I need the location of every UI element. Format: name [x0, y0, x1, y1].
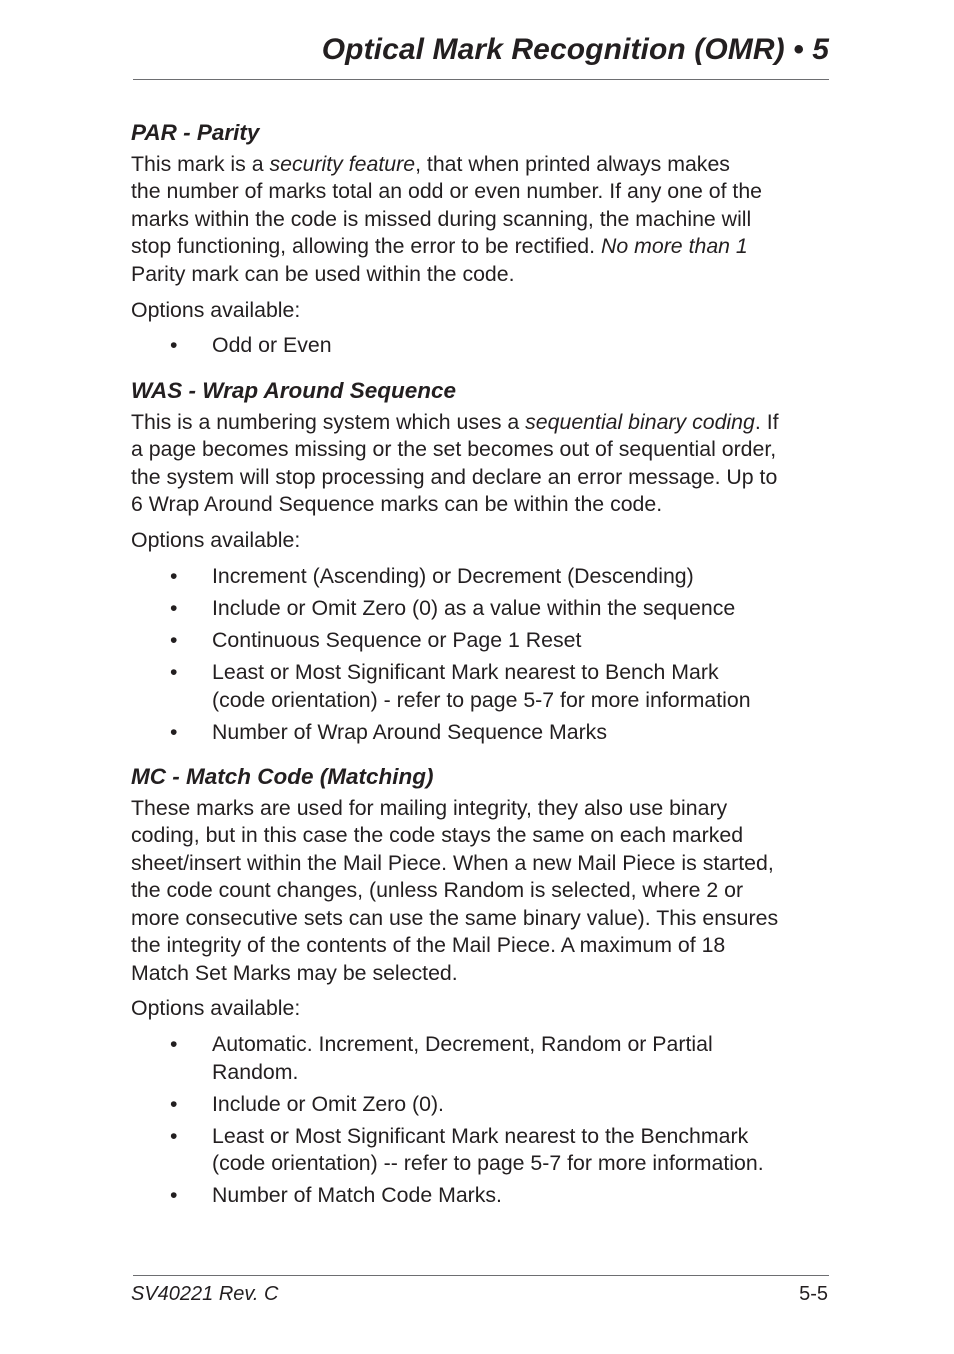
bullet-icon: •	[170, 333, 178, 358]
list-item	[131, 719, 831, 746]
footer-page-number: 5-5	[799, 1283, 828, 1305]
list-item	[131, 595, 831, 622]
bullet-icon: •	[170, 1123, 178, 1148]
list-item-text: Number of Match Code Marks.	[212, 1183, 502, 1208]
options-label: Options available:	[131, 527, 301, 552]
list-item	[131, 1182, 831, 1209]
list-item	[131, 332, 831, 359]
list-item-text: Include or Omit Zero (0).	[212, 1091, 444, 1116]
body-text: , that when printed always makes the number of marks total an odd or even number. If any one of the marks within the code is missed during scanning, the machine will stop functioning, allowing the error to be rectified.	[131, 152, 763, 259]
list-item-text: Automatic. Increment, Decrement, Random or Partial Random.	[212, 1032, 713, 1084]
list-item-text: Odd or Even	[212, 333, 332, 358]
section-paragraph	[131, 409, 831, 519]
emphasis-text: sequential binary coding	[525, 409, 755, 434]
bullet-icon: •	[170, 1183, 178, 1208]
section-1	[131, 115, 831, 360]
list-item	[131, 1091, 831, 1118]
body-text: Parity mark can be used within the code.	[131, 261, 515, 286]
body-text: These marks are used for mailing integrity, they also use binary coding, but in this case the code stays the same on each marked sheet/insert within the Mail Piece. When a new Mail Piece is started, the code count changes, (unless Random is selected, where 2 or more consecutive sets can use the same binary value). This ensures the integrity of the contents of the Mail Piece. A maximum of 18 Match Set Marks may be selected.	[131, 796, 779, 985]
bullet-icon: •	[170, 1032, 178, 1057]
list-item-text: Least or Most Significant Mark nearest to the Benchmark (code orientation) -- refer to page 5-7 for more information.	[212, 1123, 764, 1176]
options-list	[131, 563, 831, 746]
section-paragraph	[131, 151, 831, 288]
options-label: Options available:	[131, 297, 301, 322]
header-rule	[133, 79, 829, 80]
section-2	[131, 373, 831, 746]
list-item-text: Increment (Ascending) or Decrement (Descending)	[212, 563, 694, 588]
footer-rule	[133, 1275, 829, 1276]
bullet-icon: •	[170, 719, 178, 744]
body-text: . If a page becomes missing or the set becomes out of sequential order, the system will stop processing and declare an error message. Up to 6 Wrap Around Sequence marks can be within the code.	[131, 409, 779, 517]
options-list	[131, 1031, 831, 1210]
section-3	[131, 759, 831, 1210]
options-list	[131, 332, 831, 359]
list-item-text: Least or Most Significant Mark nearest to Bench Mark (code orientation) - refer to page 5-7 for more information	[212, 660, 751, 712]
list-item-text: Number of Wrap Around Sequence Marks	[212, 719, 607, 744]
bullet-icon: •	[170, 563, 178, 588]
section-heading: PAR - Parity	[131, 120, 260, 145]
bullet-icon: •	[170, 660, 178, 685]
section-paragraph	[131, 795, 831, 987]
bullet-icon: •	[170, 1091, 178, 1116]
options-label: Options available:	[131, 996, 301, 1021]
list-item	[131, 659, 831, 714]
list-item-text: Include or Omit Zero (0) as a value within the sequence	[212, 595, 736, 620]
page-header-title: Optical Mark Recognition (OMR) • 5	[321, 33, 829, 66]
list-item	[131, 627, 831, 654]
footer-doc-id: SV40221 Rev. C	[131, 1283, 279, 1305]
list-item	[131, 563, 831, 590]
body-text: This mark is a	[131, 152, 270, 176]
section-heading: WAS - Wrap Around Sequence	[131, 377, 457, 403]
bullet-icon: •	[170, 628, 178, 653]
list-item-text: Continuous Sequence or Page 1 Reset	[212, 628, 582, 653]
bullet-icon: •	[170, 595, 178, 620]
emphasis-text: security feature	[269, 152, 416, 176]
list-item	[131, 1123, 831, 1178]
body-text: This is a numbering system which uses a	[131, 409, 526, 434]
document-body	[131, 115, 831, 1223]
list-item	[131, 1031, 831, 1086]
section-heading: MC - Match Code (Matching)	[131, 764, 434, 790]
emphasis-text: No more than 1	[600, 234, 748, 259]
